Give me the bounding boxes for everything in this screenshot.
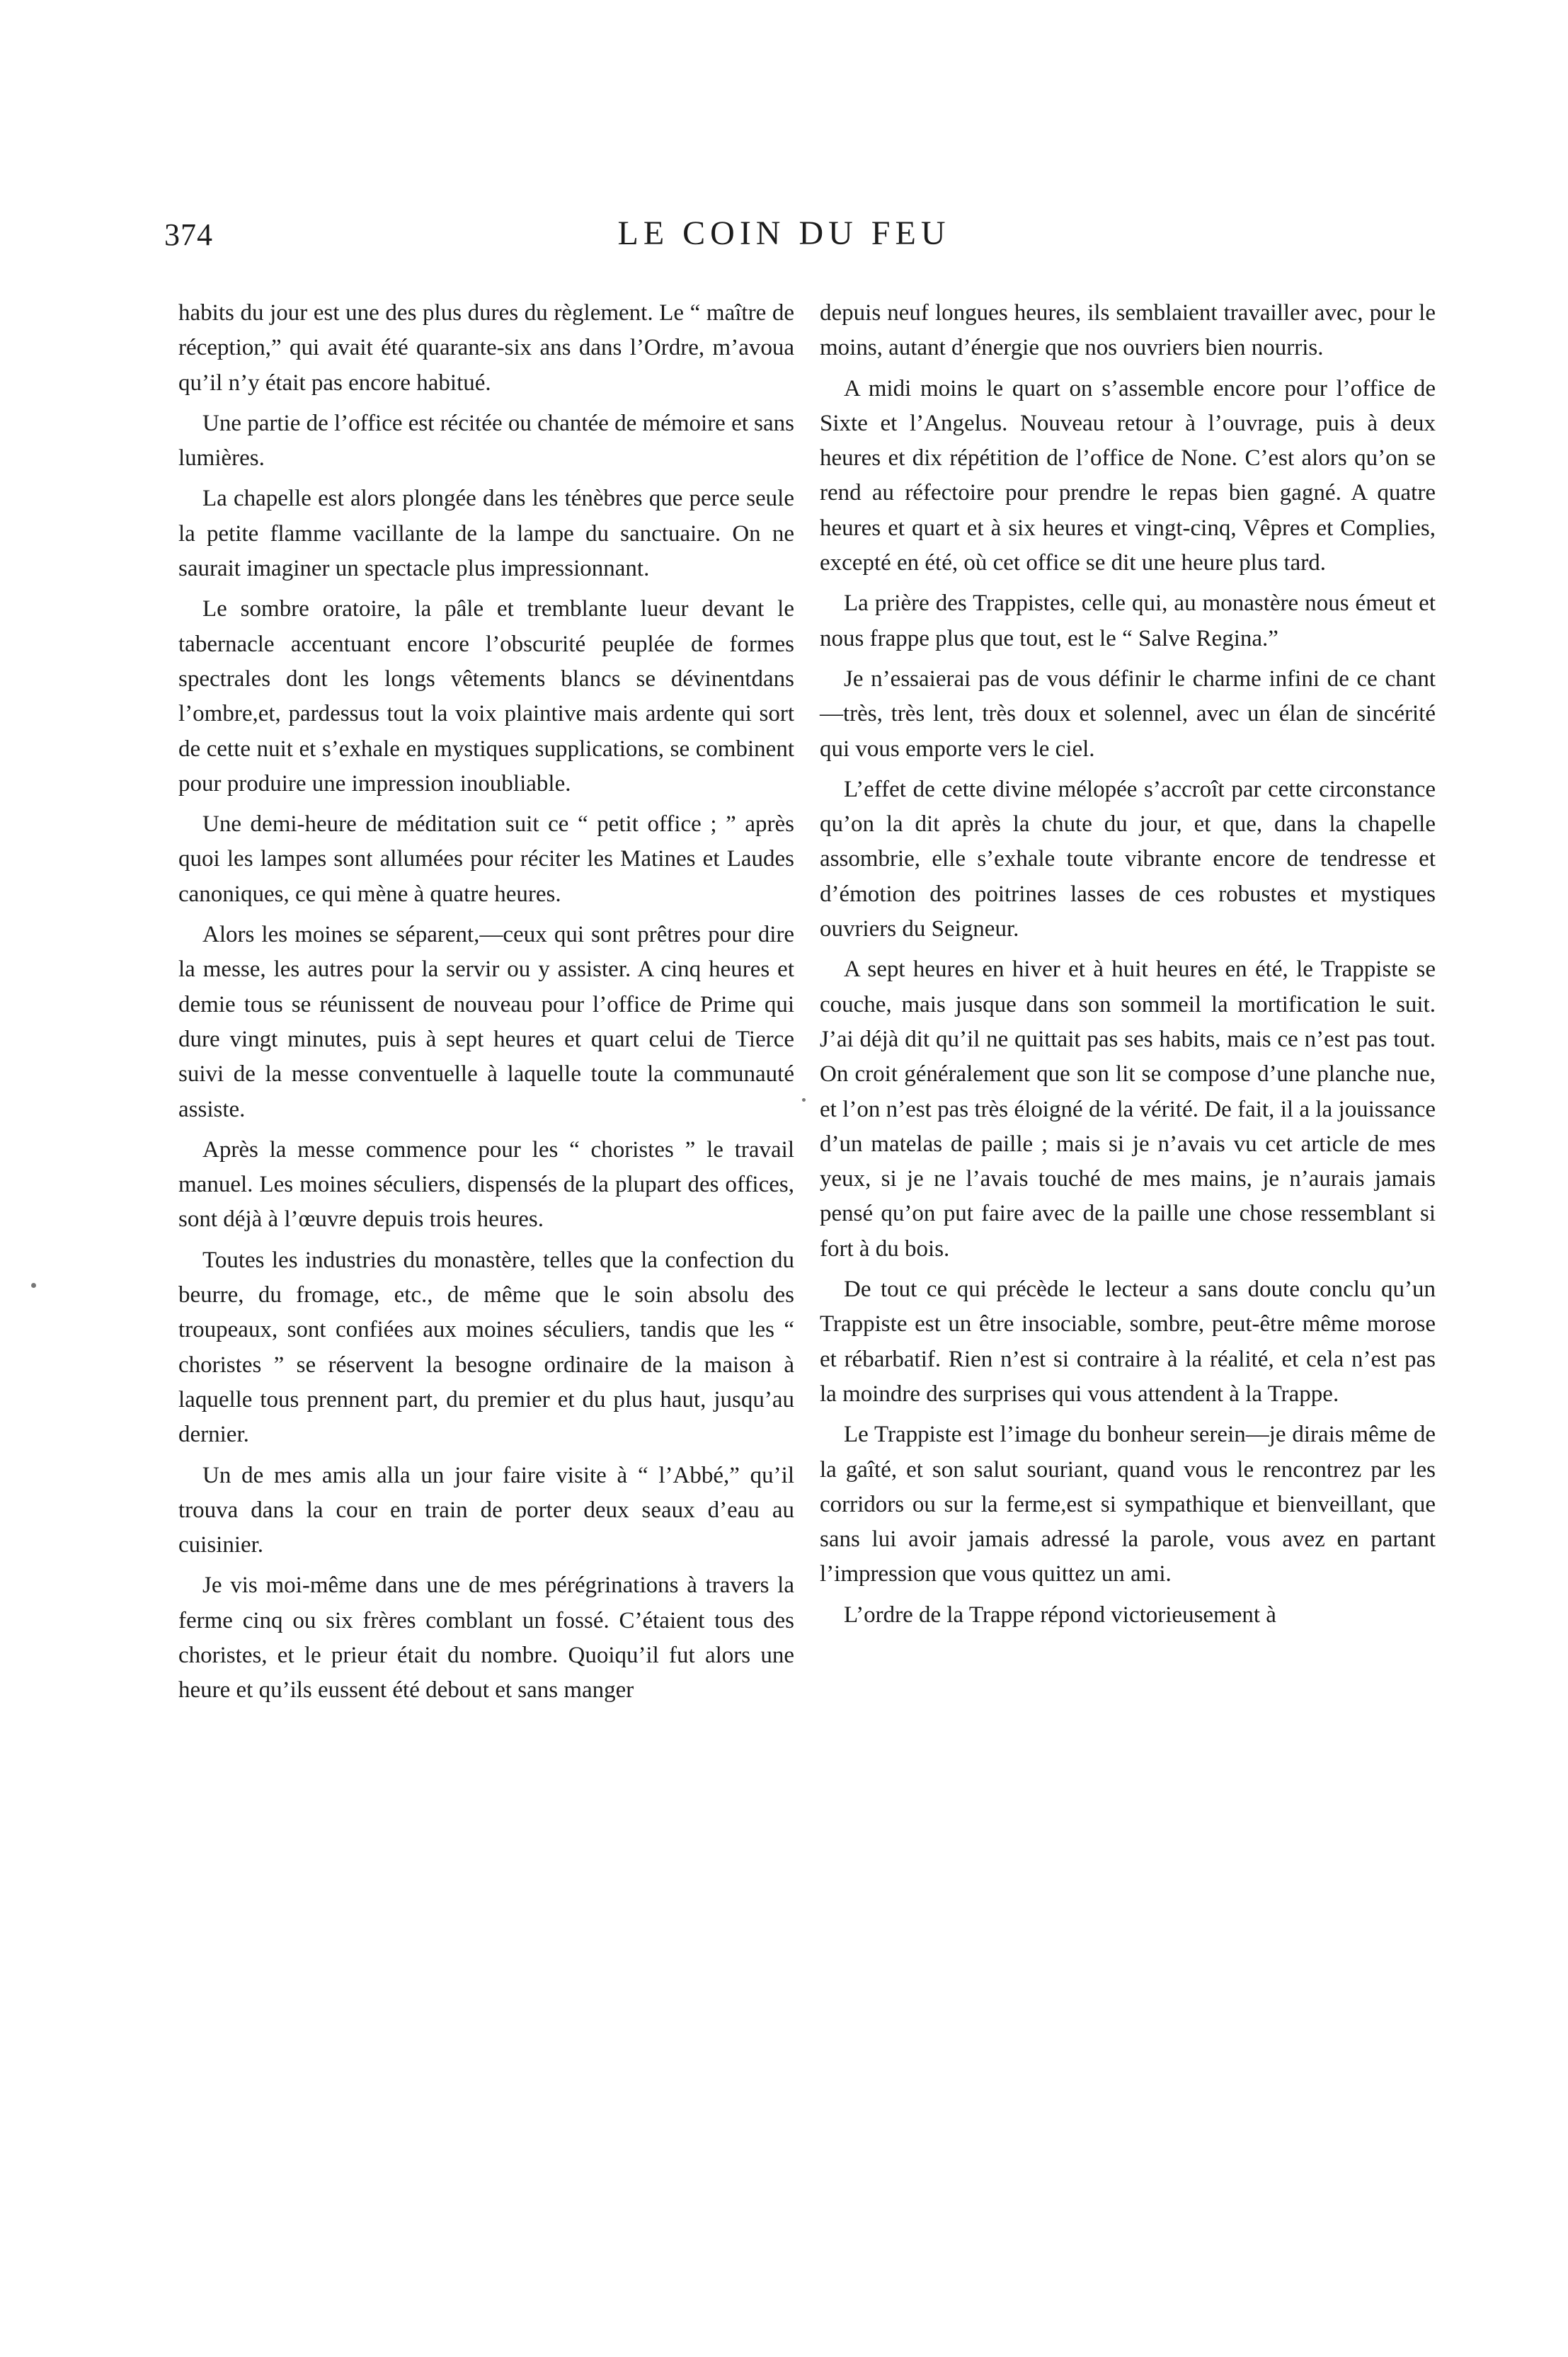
paragraph: Après la messe commence pour les “ choristes ” le travail manuel. Les moines séculiers, dispensés de la plupart des offices, sont déjà à l’œuvre depuis trois heures. bbox=[178, 1136, 794, 1233]
paragraph: Toutes les industries du monastère, telles que la confection du beurre, du fromage, etc., de même que le soin absolu des troupeaux, sont confiées aux moines séculiers, tandis que les “ choristes ” se réservent la besogne ordinaire de la maison à laquelle tous prennent part, du premier et du plus haut, jusqu’au dernier. bbox=[178, 1247, 794, 1448]
paragraph: L’effet de cette divine mélopée s’accroît par cette circonstance qu’on la dit après la chute du jour, et que, dans la chapelle assombrie, elle s’exhale toute vibrante encore de tendresse et d’émotion des poitrines lasses de ces robustes et mystiques ouvriers du Seigneur. bbox=[820, 776, 1436, 942]
paragraph: depuis neuf longues heures, ils semblaient travailler avec, pour le moins, autant d’énergie que nos ouvriers bien nourris. bbox=[820, 300, 1436, 361]
paragraph: Je n’essaierai pas de vous définir le charme infini de ce chant—très, très lent, très doux et solennel, avec un élan de sincérité qui vous emporte vers le ciel. bbox=[820, 666, 1436, 762]
paragraph: Une demi-heure de méditation suit ce “ petit office ; ” après quoi les lampes sont allumées pour réciter les Matines et Laudes canoniques, ce qui mène à quatre heures. bbox=[178, 811, 794, 907]
paragraph: L’ordre de la Trappe répond victorieusement à bbox=[844, 1602, 1276, 1628]
left-column bbox=[178, 296, 794, 1714]
scan-speck bbox=[802, 1098, 806, 1102]
paragraph: habits du jour est une des plus dures du règlement. Le “ maître de réception,” qui avait été quarante-six ans dans l’Ordre, m’avoua qu’il n’y était pas encore habitué. bbox=[178, 300, 794, 396]
running-head: LE COIN DU FEU bbox=[617, 215, 951, 252]
paragraph: A midi moins le quart on s’assemble encore pour l’office de Sixte et l’Angelus. Nouveau retour à l’ouvrage, puis à deux heures et dix répétition de l’office de None. C’est alors qu’on se rend au réfectoire pour prendre le repas bien gagné. A quatre heures et quart et à six heures et vingt-cinq, Vêpres et Complies, excepté en été, où cet office se dit une heure plus tard. bbox=[820, 375, 1436, 576]
paragraph: Un de mes amis alla un jour faire visite à “ l’Abbé,” qu’il trouva dans la cour en train de porter deux seaux d’eau au cuisinier. bbox=[178, 1462, 794, 1558]
paragraph: Je vis moi-même dans une de mes pérégrinations à travers la ferme cinq ou six frères comblant un fossé. C’étaient tous des choristes, et le prieur était du nombre. Quoiqu’il fut alors une heure et qu’ils eussent été debout et sans manger bbox=[178, 1573, 794, 1703]
scan-speck bbox=[31, 1283, 36, 1288]
paragraph: Le Trappiste est l’image du bonheur serein—je dirais même de la gaîté, et son salut souriant, quand vous le rencontrez par les corridors ou sur la ferme,est si sympathique et bienveillant, que sans lui avoir jamais adressé la parole, vous avez en partant l’impression que vous quittez un ami. bbox=[820, 1422, 1436, 1587]
paragraph: A sept heures en hiver et à huit heures en été, le Trappiste se couche, mais jusque dans son sommeil la mortification le suit. J’ai déjà dit qu’il ne quittait pas ses habits, mais ce n’est pas tout. On croit généralement que son lit se compose d’une planche nue, et l’on n’est pas très éloigné de la vérité. De fait, il a la jouissance d’un matelas de paille ; mais si je n’avais vu cet article de mes yeux, si je ne l’avais touché de mes mains, je n’aurais jamais pensé qu’on put faire avec de la paille une chose ressemblant si fort à du bois. bbox=[820, 957, 1436, 1262]
paragraph: Le sombre oratoire, la pâle et tremblante lueur devant le tabernacle accentuant encore l’obscurité peuplée de formes spectrales dont les longs vêtements blancs se dévinentdans l’ombre,et, pardessus tout la voix plaintive mais ardente qui sort de cette nuit et s’exhale en mystiques supplications, se combinent pour produire une impression inoubliable. bbox=[178, 596, 794, 797]
page-number: 374 bbox=[164, 217, 213, 252]
paragraph: Une partie de l’office est récitée ou chantée de mémoire et sans lumières. bbox=[178, 410, 794, 472]
paragraph: La chapelle est alors plongée dans les ténèbres que perce seule la petite flamme vacillante de la lampe du sanctuaire. On ne saurait imaginer un spectacle plus impressionnant. bbox=[178, 486, 794, 582]
right-column bbox=[820, 296, 1436, 1638]
paragraph: Alors les moines se séparent,—ceux qui sont prêtres pour dire la messe, les autres pour la servir ou y assister. A cinq heures et demie tous se réunissent de nouveau pour l’office de Prime qui dure vingt minutes, puis à sept heures et quart celui de Tierce suivi de la messe conventuelle à laquelle toute la communauté assiste. bbox=[178, 922, 794, 1122]
paragraph: De tout ce qui précède le lecteur a sans doute conclu qu’un Trappiste est un être insociable, sombre, peut-être même morose et rébarbatif. Rien n’est si contraire à la réalité, et cela n’est pas la moindre des surprises qui vous attendent à la Trappe. bbox=[820, 1277, 1436, 1407]
paragraph: La prière des Trappistes, celle qui, au monastère nous émeut et nous frappe plus que tout, est le “ Salve Regina.” bbox=[820, 590, 1436, 651]
